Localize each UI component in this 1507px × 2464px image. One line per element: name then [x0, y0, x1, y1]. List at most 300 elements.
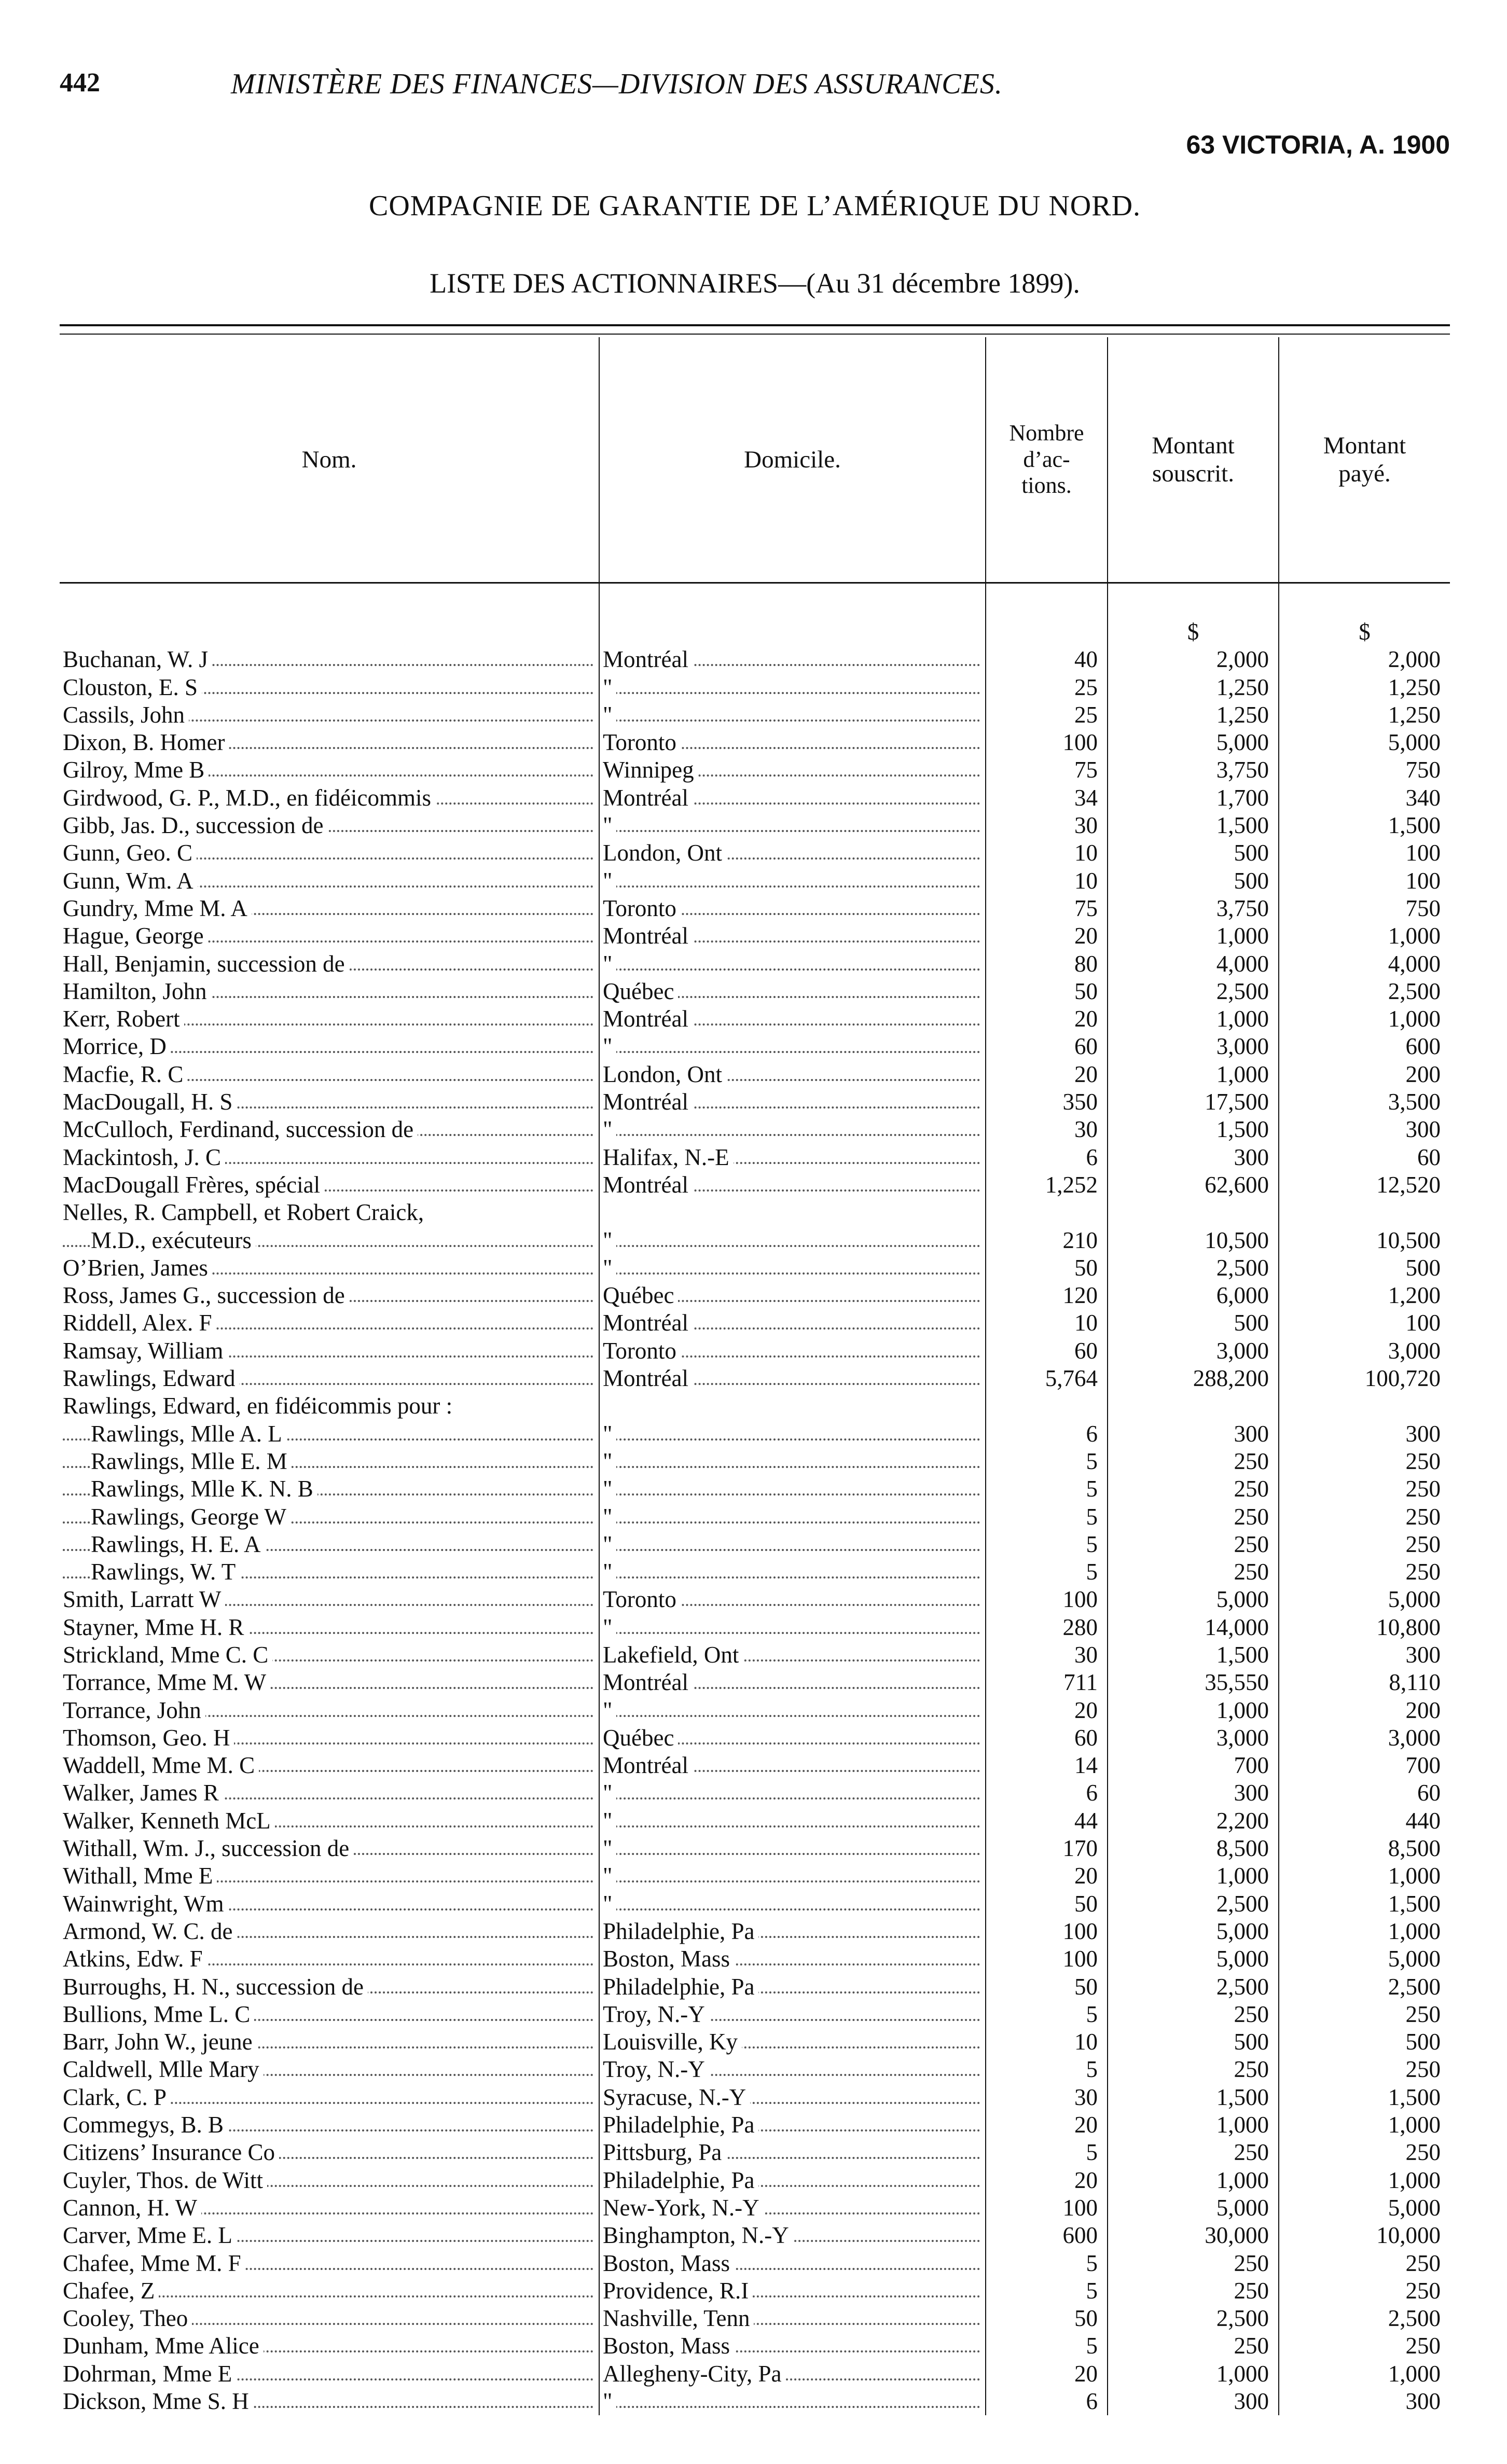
holder-shares: [986, 1199, 1108, 1226]
holder-name-text: Torrance, John: [63, 1697, 205, 1723]
holder-domicile: [599, 1503, 986, 1530]
holder-subscribed: 250: [1108, 1503, 1279, 1530]
holder-name: [60, 867, 599, 894]
holder-domicile-text: Montréal: [603, 1752, 693, 1778]
holder-domicile: [599, 1862, 986, 1890]
holder-domicile-text: Montréal: [603, 1006, 693, 1032]
holder-subscribed: 5,000: [1108, 1945, 1279, 1973]
holder-subscribed: 250: [1108, 1558, 1279, 1586]
holder-paid: 1,000: [1279, 2360, 1450, 2387]
table-row: [60, 729, 1450, 756]
holder-domicile-text: Troy, N.-Y: [603, 2001, 709, 2027]
table-row: [60, 701, 1450, 729]
holder-domicile: [599, 1282, 986, 1309]
holder-domicile: [599, 1475, 986, 1503]
holder-name-text: Wainwright, Wm: [63, 1891, 228, 1917]
holder-subscribed: 250: [1108, 2139, 1279, 2166]
holder-shares: 60: [986, 1337, 1108, 1364]
list-title: LISTE DES ACTIONNAIRES—(Au 31 décembre 1899).: [430, 268, 1080, 299]
holder-shares: 5: [986, 1531, 1108, 1558]
holder-subscribed: 300: [1108, 1779, 1279, 1807]
table-row: [60, 2028, 1450, 2056]
holder-paid: 1,000: [1279, 1005, 1450, 1033]
holder-domicile-text: ": [603, 1863, 616, 1889]
holder-name: [60, 812, 599, 839]
holder-subscribed: 3,750: [1108, 756, 1279, 784]
table-row: [60, 867, 1450, 894]
holder-subscribed: 14,000: [1108, 1613, 1279, 1641]
holder-subscribed: 30,000: [1108, 2222, 1279, 2249]
holder-domicile: [599, 978, 986, 1005]
table-body: [60, 583, 1450, 2416]
table-row: [60, 1890, 1450, 1917]
holder-domicile: [599, 1807, 986, 1834]
holder-domicile: [599, 1448, 986, 1475]
holder-domicile: [599, 2222, 986, 2249]
holder-domicile: [599, 1696, 986, 1724]
holder-domicile: [599, 1945, 986, 1973]
holder-name-text: Citizens’ Insurance Co: [63, 2139, 279, 2165]
holder-paid: 60: [1279, 1143, 1450, 1171]
holder-domicile-text: ": [603, 868, 616, 894]
holder-shares: 20: [986, 1005, 1108, 1033]
holder-name: [60, 784, 599, 811]
holder-subscribed: 2,500: [1108, 2305, 1279, 2332]
table-row: [60, 812, 1450, 839]
holder-domicile: [599, 2332, 986, 2360]
table-row: [60, 2305, 1450, 2332]
holder-name-text: Stayner, Mme H. R: [63, 1614, 248, 1640]
holder-domicile-text: Montréal: [603, 646, 693, 672]
holder-domicile-text: ": [603, 2388, 616, 2414]
holder-shares: 50: [986, 978, 1108, 1005]
holder-subscribed: 3,750: [1108, 895, 1279, 922]
table-row: [60, 673, 1450, 701]
holder-subscribed: 3,000: [1108, 1033, 1279, 1060]
holder-domicile: [599, 1392, 986, 1420]
table-row: [60, 1088, 1450, 1116]
holder-name: [60, 1365, 599, 1392]
holder-domicile: [599, 895, 986, 922]
holder-name-text: Rawlings, W. T: [91, 1559, 240, 1585]
holder-subscribed: 1,000: [1108, 2111, 1279, 2139]
holder-subscribed: 2,500: [1108, 1973, 1279, 2000]
holder-name: [60, 1973, 599, 2000]
holder-domicile-text: ": [603, 1559, 616, 1585]
document-page: [60, 62, 1450, 2414]
holder-shares: 5: [986, 2139, 1108, 2166]
table-row: [60, 1945, 1450, 1973]
holder-subscribed: 1,500: [1108, 1641, 1279, 1669]
holder-shares: 100: [986, 2194, 1108, 2222]
holder-name-text: Waddell, Mme M. C: [63, 1752, 259, 1778]
holder-shares: 100: [986, 1918, 1108, 1945]
holder-paid: 5,000: [1279, 2194, 1450, 2222]
holder-subscribed: 1,500: [1108, 1116, 1279, 1143]
holder-paid: 2,500: [1279, 2305, 1450, 2332]
holder-shares: 5: [986, 1503, 1108, 1530]
holder-shares: 20: [986, 1060, 1108, 1088]
holder-subscribed: 2,500: [1108, 1890, 1279, 1917]
holder-shares: 30: [986, 1116, 1108, 1143]
holder-paid: 2,500: [1279, 978, 1450, 1005]
holder-subscribed: 3,000: [1108, 1337, 1279, 1364]
holder-name: [60, 1752, 599, 1779]
holder-domicile-text: Nashville, Tenn: [603, 2305, 754, 2331]
table-row: [60, 1282, 1450, 1309]
holder-name: [60, 1337, 599, 1364]
holder-name: [60, 2028, 599, 2056]
holder-name: [60, 1558, 599, 1586]
holder-subscribed: 2,000: [1108, 646, 1279, 673]
table-row: [60, 1918, 1450, 1945]
holder-shares: 600: [986, 2222, 1108, 2249]
holder-paid: 1,500: [1279, 812, 1450, 839]
holder-name: [60, 673, 599, 701]
holder-paid: 250: [1279, 2332, 1450, 2360]
holder-name-text: Caldwell, Mlle Mary: [63, 2056, 264, 2082]
holder-paid: 300: [1279, 2388, 1450, 2415]
holder-name: [60, 839, 599, 867]
holder-domicile-text: ": [603, 1780, 616, 1806]
holder-name-text: Chafee, Z: [63, 2278, 159, 2304]
holder-name: [60, 2139, 599, 2166]
holder-paid: 250: [1279, 1448, 1450, 1475]
table-row: [60, 1669, 1450, 1696]
holder-paid: 300: [1279, 1420, 1450, 1447]
holder-subscribed: 2,500: [1108, 978, 1279, 1005]
holder-shares: 10: [986, 2028, 1108, 2056]
holder-paid: 1,200: [1279, 1282, 1450, 1309]
holder-subscribed: 1,000: [1108, 2166, 1279, 2194]
holder-name: [60, 2305, 599, 2332]
holder-name: [60, 978, 599, 1005]
holder-domicile-text: Montréal: [603, 1089, 693, 1115]
holder-domicile: [599, 1116, 986, 1143]
holder-domicile-text: Toronto: [603, 729, 681, 755]
holder-name-text: Carver, Mme E. L: [63, 2222, 237, 2248]
holder-domicile: [599, 2305, 986, 2332]
table-row: [60, 1448, 1450, 1475]
holder-domicile: [599, 867, 986, 894]
holder-subscribed: 1,000: [1108, 1005, 1279, 1033]
holder-shares: 34: [986, 784, 1108, 811]
holder-name: [60, 1088, 599, 1116]
holder-paid: 100: [1279, 839, 1450, 867]
holder-paid: 12,520: [1279, 1171, 1450, 1199]
holder-subscribed: 5,000: [1108, 1586, 1279, 1613]
holder-subscribed: 300: [1108, 2388, 1279, 2415]
table-row: [60, 1503, 1450, 1530]
holder-paid: 250: [1279, 2001, 1450, 2028]
holder-shares: 5: [986, 2332, 1108, 2360]
holder-domicile-text: Allegheny-City, Pa: [603, 2361, 786, 2387]
holder-domicile: [599, 1365, 986, 1392]
holder-subscribed: 1,500: [1108, 812, 1279, 839]
holder-domicile: [599, 812, 986, 839]
holder-name: [60, 1033, 599, 1060]
page-number: 442: [60, 68, 100, 98]
column-header-subscribed: Montant souscrit.: [1108, 337, 1279, 583]
holder-domicile-text: Philadelphie, Pa: [603, 2112, 758, 2138]
table-row: [60, 1862, 1450, 1890]
holder-paid: 1,000: [1279, 1918, 1450, 1945]
holder-paid: 5,000: [1279, 1586, 1450, 1613]
holder-name-text: Cassils, John: [63, 702, 189, 728]
holder-shares: 60: [986, 1724, 1108, 1752]
holder-name: [60, 1448, 599, 1475]
holder-name: [60, 1724, 599, 1752]
holder-shares: 6: [986, 1143, 1108, 1171]
holder-name: [60, 1918, 599, 1945]
table-row: [60, 1143, 1450, 1171]
holder-paid: 1,250: [1279, 701, 1450, 729]
holder-domicile: [599, 2277, 986, 2305]
holder-name: [60, 2360, 599, 2387]
holder-domicile-text: Halifax, N.-E: [603, 1144, 734, 1170]
holder-domicile: [599, 1918, 986, 1945]
holder-domicile-text: Montréal: [603, 785, 693, 811]
holder-shares: 60: [986, 1033, 1108, 1060]
holder-domicile: [599, 1779, 986, 1807]
holder-domicile-text: Toronto: [603, 1586, 681, 1612]
holder-shares: 5: [986, 2056, 1108, 2083]
holder-subscribed: 300: [1108, 1420, 1279, 1447]
holder-name-text: Clark, C. P: [63, 2084, 171, 2110]
holder-domicile-text: Binghampton, N.-Y: [603, 2222, 793, 2248]
holder-name-text: Withall, Wm. J., succession de: [63, 1835, 353, 1861]
holder-domicile-text: Montréal: [603, 923, 693, 949]
holder-name-text: Ross, James G., succession de: [63, 1282, 349, 1308]
holder-subscribed: 500: [1108, 1309, 1279, 1337]
holder-name-text: Smith, Larratt W: [63, 1586, 225, 1612]
holder-name-text: Mackintosh, J. C: [63, 1144, 225, 1170]
holder-subscribed: 250: [1108, 1475, 1279, 1503]
holder-shares: 1,252: [986, 1171, 1108, 1199]
holder-name: [60, 1945, 599, 1973]
holder-domicile: [599, 1835, 986, 1862]
holder-paid: 5,000: [1279, 729, 1450, 756]
holder-paid: 1,000: [1279, 2166, 1450, 2194]
holder-domicile-text: ": [603, 1448, 616, 1474]
table-row: [60, 2277, 1450, 2305]
holder-domicile: [599, 1586, 986, 1613]
holder-domicile-text: ": [603, 812, 616, 838]
holder-paid: 250: [1279, 1531, 1450, 1558]
holder-paid: 750: [1279, 756, 1450, 784]
holder-subscribed: 2,500: [1108, 1254, 1279, 1282]
holder-paid: 250: [1279, 2249, 1450, 2277]
holder-domicile: [599, 1033, 986, 1060]
currency-row: [60, 583, 1450, 646]
holder-shares: 711: [986, 1669, 1108, 1696]
holder-name-text: Riddell, Alex. F: [63, 1310, 216, 1336]
holder-domicile: [599, 1973, 986, 2000]
holder-name: [60, 2194, 599, 2222]
holder-shares: 10: [986, 867, 1108, 894]
holder-shares: 10: [986, 1309, 1108, 1337]
holder-domicile-text: ": [603, 1504, 616, 1530]
holder-name: Rawlings, Edward, en fidéicommis pour :: [63, 1393, 453, 1419]
holder-domicile-text: Philadelphie, Pa: [603, 2167, 758, 2193]
holder-shares: 20: [986, 2111, 1108, 2139]
holder-subscribed: [1108, 1199, 1279, 1226]
holder-paid: 10,000: [1279, 2222, 1450, 2249]
holder-name-text: Rawlings, Mlle A. L: [91, 1421, 286, 1447]
holder-domicile-text: Providence, R.I: [603, 2278, 753, 2304]
holder-subscribed: 6,000: [1108, 1282, 1279, 1309]
holder-paid: 300: [1279, 1641, 1450, 1669]
holder-domicile-text: London, Ont: [603, 840, 726, 866]
holder-name: [60, 895, 599, 922]
holder-shares: 280: [986, 1613, 1108, 1641]
table-row: [60, 1005, 1450, 1033]
holder-domicile: [599, 922, 986, 950]
holder-paid: 1,500: [1279, 1890, 1450, 1917]
holder-domicile: [599, 2001, 986, 2028]
holder-subscribed: 5,000: [1108, 729, 1279, 756]
table-row: [60, 2332, 1450, 2360]
holder-name: [60, 2277, 599, 2305]
table-row: [60, 1973, 1450, 2000]
holder-paid: 250: [1279, 1558, 1450, 1586]
holder-paid: 10,500: [1279, 1226, 1450, 1254]
holder-domicile: [599, 1558, 986, 1586]
table-row: [60, 1392, 1450, 1420]
holder-domicile: [599, 1890, 986, 1917]
holder-shares: 20: [986, 922, 1108, 950]
holder-domicile-text: ": [603, 1033, 616, 1059]
holder-name: [60, 1475, 599, 1503]
holder-domicile-text: Toronto: [603, 1338, 681, 1364]
holder-name: [60, 2001, 599, 2028]
holder-subscribed: 1,000: [1108, 1862, 1279, 1890]
holder-name-text: MacDougall Frères, spécial: [63, 1172, 324, 1198]
column-header-shares: Nombre d’ac- tions.: [986, 337, 1108, 583]
holder-subscribed: 1,700: [1108, 784, 1279, 811]
holder-name: [60, 2222, 599, 2249]
holder-domicile-text: Winnipeg: [603, 757, 698, 783]
holder-domicile-text: ": [603, 951, 616, 977]
holder-name: [60, 2056, 599, 2083]
holder-shares: 5: [986, 1558, 1108, 1586]
holder-domicile-text: Boston, Mass: [603, 1946, 734, 1972]
holder-domicile: [599, 1088, 986, 1116]
holder-name: [60, 1613, 599, 1641]
holder-domicile: [599, 2056, 986, 2083]
holder-domicile-text: Boston, Mass: [603, 2250, 734, 2276]
table-row: [60, 784, 1450, 811]
holder-domicile: [599, 1724, 986, 1752]
holder-subscribed: 1,250: [1108, 701, 1279, 729]
holder-subscribed: 250: [1108, 2056, 1279, 2083]
session-label: 63 VICTORIA, A. 1900: [1186, 130, 1450, 159]
table-row: [60, 1309, 1450, 1337]
holder-domicile: [599, 673, 986, 701]
table-row: [60, 2139, 1450, 2166]
holder-name-text: Torrance, Mme M. W: [63, 1669, 270, 1695]
table-row: [60, 646, 1450, 673]
holder-name-text: Ramsay, William: [63, 1338, 227, 1364]
holder-name-text: McCulloch, Ferdinand, succession de: [63, 1116, 418, 1142]
shareholders-table: [60, 337, 1450, 2415]
holder-name-text: Dixon, B. Homer: [63, 729, 229, 755]
table-row: [60, 2194, 1450, 2222]
table-row: [60, 1724, 1450, 1752]
holder-subscribed: 10,500: [1108, 1226, 1279, 1254]
holder-paid: 3,000: [1279, 1337, 1450, 1364]
holder-domicile-text: ": [603, 1227, 616, 1253]
holder-paid: 8,110: [1279, 1669, 1450, 1696]
holder-name: [60, 1309, 599, 1337]
holder-name: [60, 1669, 599, 1696]
table-row: [60, 2001, 1450, 2028]
holder-name-text: Cannon, H. W: [63, 2195, 201, 2221]
holder-shares: 5,764: [986, 1365, 1108, 1392]
holder-name-text: Cooley, Theo: [63, 2305, 192, 2331]
holder-domicile-text: Syracuse, N.-Y: [603, 2084, 750, 2110]
holder-domicile: [599, 2360, 986, 2387]
holder-shares: 50: [986, 1890, 1108, 1917]
holder-shares: 20: [986, 1862, 1108, 1890]
holder-paid: 2,500: [1279, 1973, 1450, 2000]
holder-domicile-text: Philadelphie, Pa: [603, 1974, 758, 2000]
table-row: [60, 978, 1450, 1005]
holder-domicile-text: Toronto: [603, 895, 681, 921]
holder-name: [60, 1060, 599, 1088]
holder-shares: 75: [986, 895, 1108, 922]
holder-name-text: Strickland, Mme C. C: [63, 1642, 272, 1668]
holder-name-text: Rawlings, Mlle K. N. B: [91, 1476, 317, 1502]
holder-name-text: Dunham, Mme Alice: [63, 2333, 264, 2359]
holder-subscribed: 1,000: [1108, 1696, 1279, 1724]
holder-shares: 75: [986, 756, 1108, 784]
holder-shares: 10: [986, 839, 1108, 867]
holder-domicile: [599, 1613, 986, 1641]
holder-paid: 340: [1279, 784, 1450, 811]
holder-paid: 1,000: [1279, 2111, 1450, 2139]
holder-subscribed: 1,000: [1108, 1060, 1279, 1088]
currency-symbol-subscribed: $: [1108, 583, 1279, 646]
holder-name: [60, 1641, 599, 1669]
table-row: [60, 895, 1450, 922]
holder-name-text: Kerr, Robert: [63, 1006, 184, 1032]
holder-name-text: Gibb, Jas. D., succession de: [63, 812, 327, 838]
holder-name: [60, 729, 599, 756]
holder-name-text: Walker, Kenneth McL: [63, 1808, 275, 1834]
holder-name: [60, 701, 599, 729]
holder-name-text: Clouston, E. S: [63, 674, 202, 700]
holder-domicile-text: ": [603, 1891, 616, 1917]
table-row: [60, 1171, 1450, 1199]
holder-paid: 100: [1279, 1309, 1450, 1337]
holder-name-text: Rawlings, Edward: [63, 1365, 239, 1391]
holder-paid: 1,500: [1279, 2083, 1450, 2111]
holder-shares: 40: [986, 646, 1108, 673]
table-row: [60, 1531, 1450, 1558]
holder-domicile-text: ": [603, 1614, 616, 1640]
currency-symbol-paid: $: [1279, 583, 1450, 646]
holder-paid: 250: [1279, 2277, 1450, 2305]
holder-name: [60, 1171, 599, 1199]
holder-name-text: Hamilton, John: [63, 978, 211, 1004]
holder-paid: 8,500: [1279, 1835, 1450, 1862]
holder-shares: 5: [986, 2249, 1108, 2277]
holder-name-text: MacDougall, H. S: [63, 1089, 237, 1115]
holder-subscribed: 500: [1108, 839, 1279, 867]
holder-name-text: Atkins, Edw. F: [63, 1946, 207, 1972]
table-row: [60, 1033, 1450, 1060]
